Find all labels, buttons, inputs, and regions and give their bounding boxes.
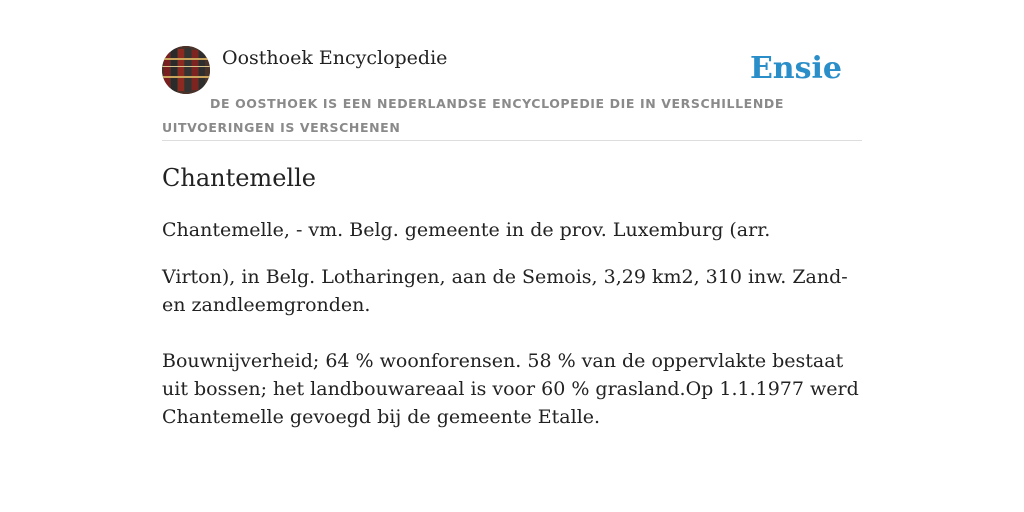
encyclopedia-books-icon[interactable] (162, 46, 210, 94)
site-name[interactable]: Oosthoek Encyclopedie (222, 47, 448, 69)
article-title: Chantemelle (162, 164, 316, 192)
site-tagline: DE OOSTHOEK IS EEN NEDERLANDSE ENCYCLOPEDIE DIE IN VERSCHILLENDE UITVOERINGEN IS VERSCHENEN (162, 96, 784, 135)
site-header (162, 46, 862, 141)
article-paragraph: Bouwnijverheid; 64 % woonforensen. 58 % van de oppervlakte bestaat uit bossen; het landbouwareaal is voor 60 % grasland.Op 1.1.1977 werd Chantemelle gevoegd bij de gemeente Etalle. (162, 350, 859, 428)
article-paragraph: Virton), in Belg. Lotharingen, aan de Semois, 3,29 km2, 310 inw. Zand- en zandleemgronden. (162, 266, 848, 316)
article-paragraph: Chantemelle, - vm. Belg. gemeente in de prov. Luxemburg (arr. (162, 219, 771, 241)
brand-logo[interactable]: Ensie (749, 51, 842, 86)
article (162, 160, 862, 431)
